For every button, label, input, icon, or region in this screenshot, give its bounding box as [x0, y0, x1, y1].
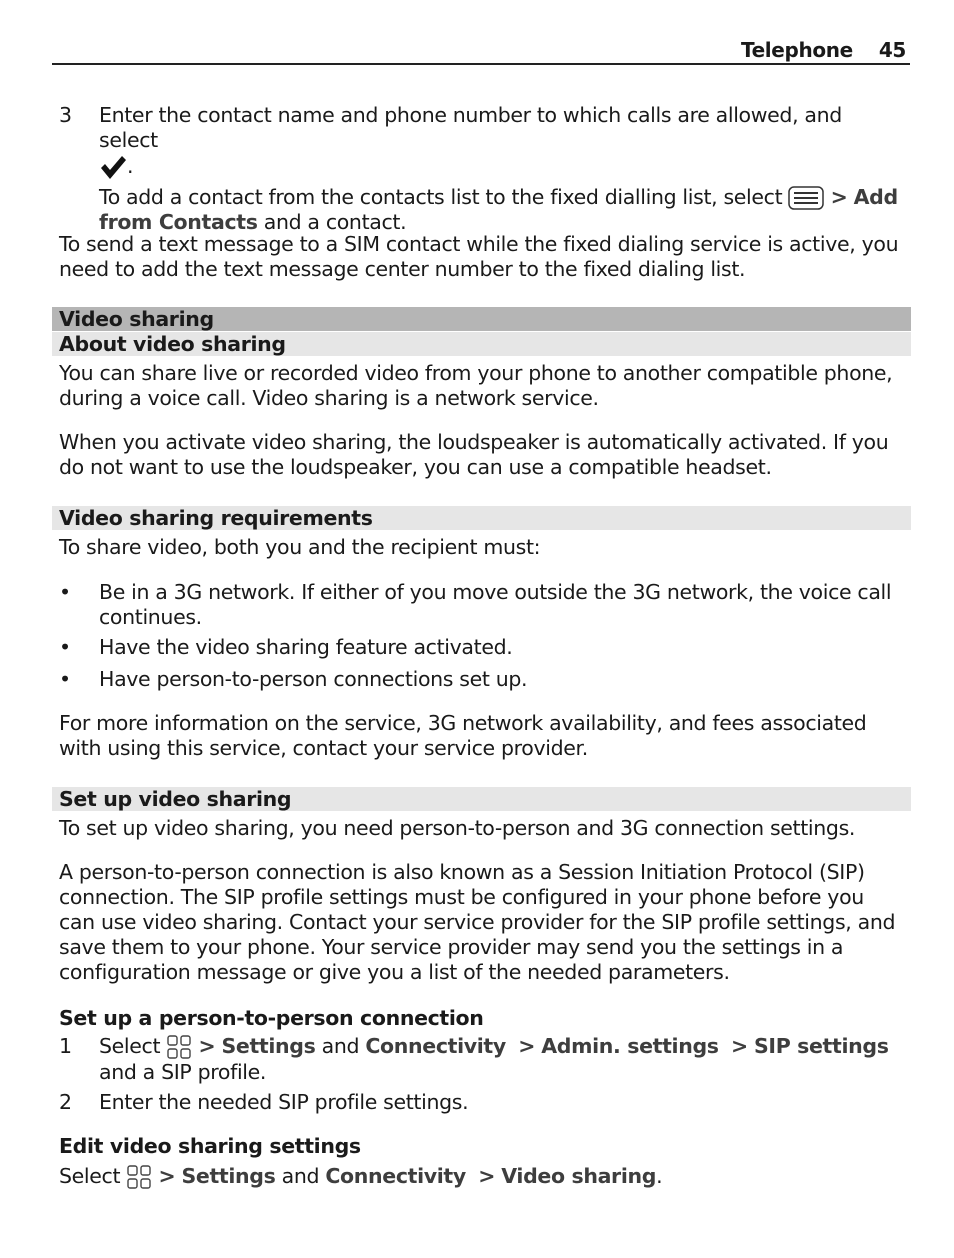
admin-settings-command: Admin. settings	[541, 1034, 719, 1058]
options-menu-icon	[788, 186, 824, 210]
connectivity-command: Connectivity	[365, 1034, 506, 1058]
sim-paragraph: To send a text message to a SIM contact while the fixed dialing service is active, you need to add the text message center number to the fixed dialing list.	[59, 232, 899, 281]
manual-page: Telephone 45 3 Enter the contact name and phone number to which calls are allowed, and select . To add a contact from the contacts list to the fixed dialling list, select > Add from Contacts and a contact. To send a text message to a SIM contact while the fixed dialing service is active, you need to add the text message center number to the fixed dialing list. Video sharing About video sharing You can share live or recorded video from your phone to another compatible phone, during a voice call. Video sharing is a network service. When you activate video sharing, the loudspeaker is automatically activated. If you do not want to use the loudspeaker, you can use a compatible headset. Video sharing requirements To share video, both you and the recipient must: • Be in a 3G network. If either of you move outside the 3G network, the voice call continues. • Have the video sharing feature activated. • Have person-to-person connections set up. For more information on the service, 3G network availability, and fees associated with using this service, contact your service provider. Set up video sharing To set up video sharing, you need person-to-person and 3G connection settings. A person-to-person connection is also known as a Session Initiation Protocol (SIP) connection. The SIP profile settings must be configured in your phone before you can use video sharing. Contact your service provider for the SIP profile settings, and save them to your phone. Your service provider may send you the settings in a configuration message or give you a list of the needed parameters. Set up a person-to-person connection 1 Select > Settings and Connectivity > Admin. settings > SIP settings and a SIP profile. 2 Enter the needed SIP profile settings. Edit video sharing settings Select > Settings and Connectivity > Video sharing.	[0, 0, 954, 1258]
setup-paragraph-1: To set up video sharing, you need person-to-person and 3G connection settings.	[59, 816, 856, 840]
subsection-heading-setup: Set up video sharing	[52, 787, 911, 811]
subsection-heading-about: About video sharing	[52, 332, 911, 356]
about-paragraph-1: You can share live or recorded video from your phone to another compatible phone, during a voice call. Video sharing is a network service.	[59, 361, 893, 410]
applications-menu-icon	[166, 1034, 192, 1060]
add-from-contacts-command: Add from Contacts	[99, 185, 898, 234]
page-header	[52, 37, 910, 65]
p2p-heading: Set up a person-to-person connection	[59, 1006, 484, 1030]
settings-command: Settings	[221, 1034, 316, 1058]
subsection-heading-requirements: Video sharing requirements	[52, 506, 911, 530]
edit-instruction: Select > Settings and Connectivity > Video sharing.	[59, 1164, 663, 1188]
about-paragraph-2: When you activate video sharing, the loudspeaker is automatically activated. If you do not want to use the loudspeaker, you can use a compatible headset.	[59, 430, 889, 479]
page-number: 45	[878, 38, 906, 62]
requirements-more-info: For more information on the service, 3G network availability, and fees associated with using this service, contact your service provider.	[59, 711, 867, 760]
header-section-title: Telephone	[740, 38, 853, 62]
applications-menu-icon	[126, 1164, 152, 1190]
sip-settings-command: SIP settings	[754, 1034, 889, 1058]
checkmark-icon	[99, 153, 127, 181]
section-heading-video-sharing: Video sharing	[52, 307, 911, 331]
edit-heading: Edit video sharing settings	[59, 1134, 361, 1158]
requirements-intro: To share video, both you and the recipient must:	[59, 535, 541, 559]
video-sharing-command: Video sharing	[501, 1164, 657, 1188]
setup-paragraph-2: A person-to-person connection is also known as a Session Initiation Protocol (SIP) connection. The SIP profile settings must be configured in your phone before you can use video sharing. Contact your service provider for the SIP profile settings, and save them to your phone. Your service provider may send you the settings in a configuration message or give you a list of the needed parameters.	[59, 860, 896, 984]
settings-command: Settings	[181, 1164, 276, 1188]
step-number: 3	[59, 103, 72, 127]
step-3-icon-line: .	[99, 153, 905, 181]
connectivity-command: Connectivity	[325, 1164, 466, 1188]
step-3-text: Enter the contact name and phone number to which calls are allowed, and select	[99, 103, 842, 152]
add-contact-instruction: To add a contact from the contacts list to the fixed dialling list, select > Add from Contacts and a contact.	[99, 185, 898, 234]
